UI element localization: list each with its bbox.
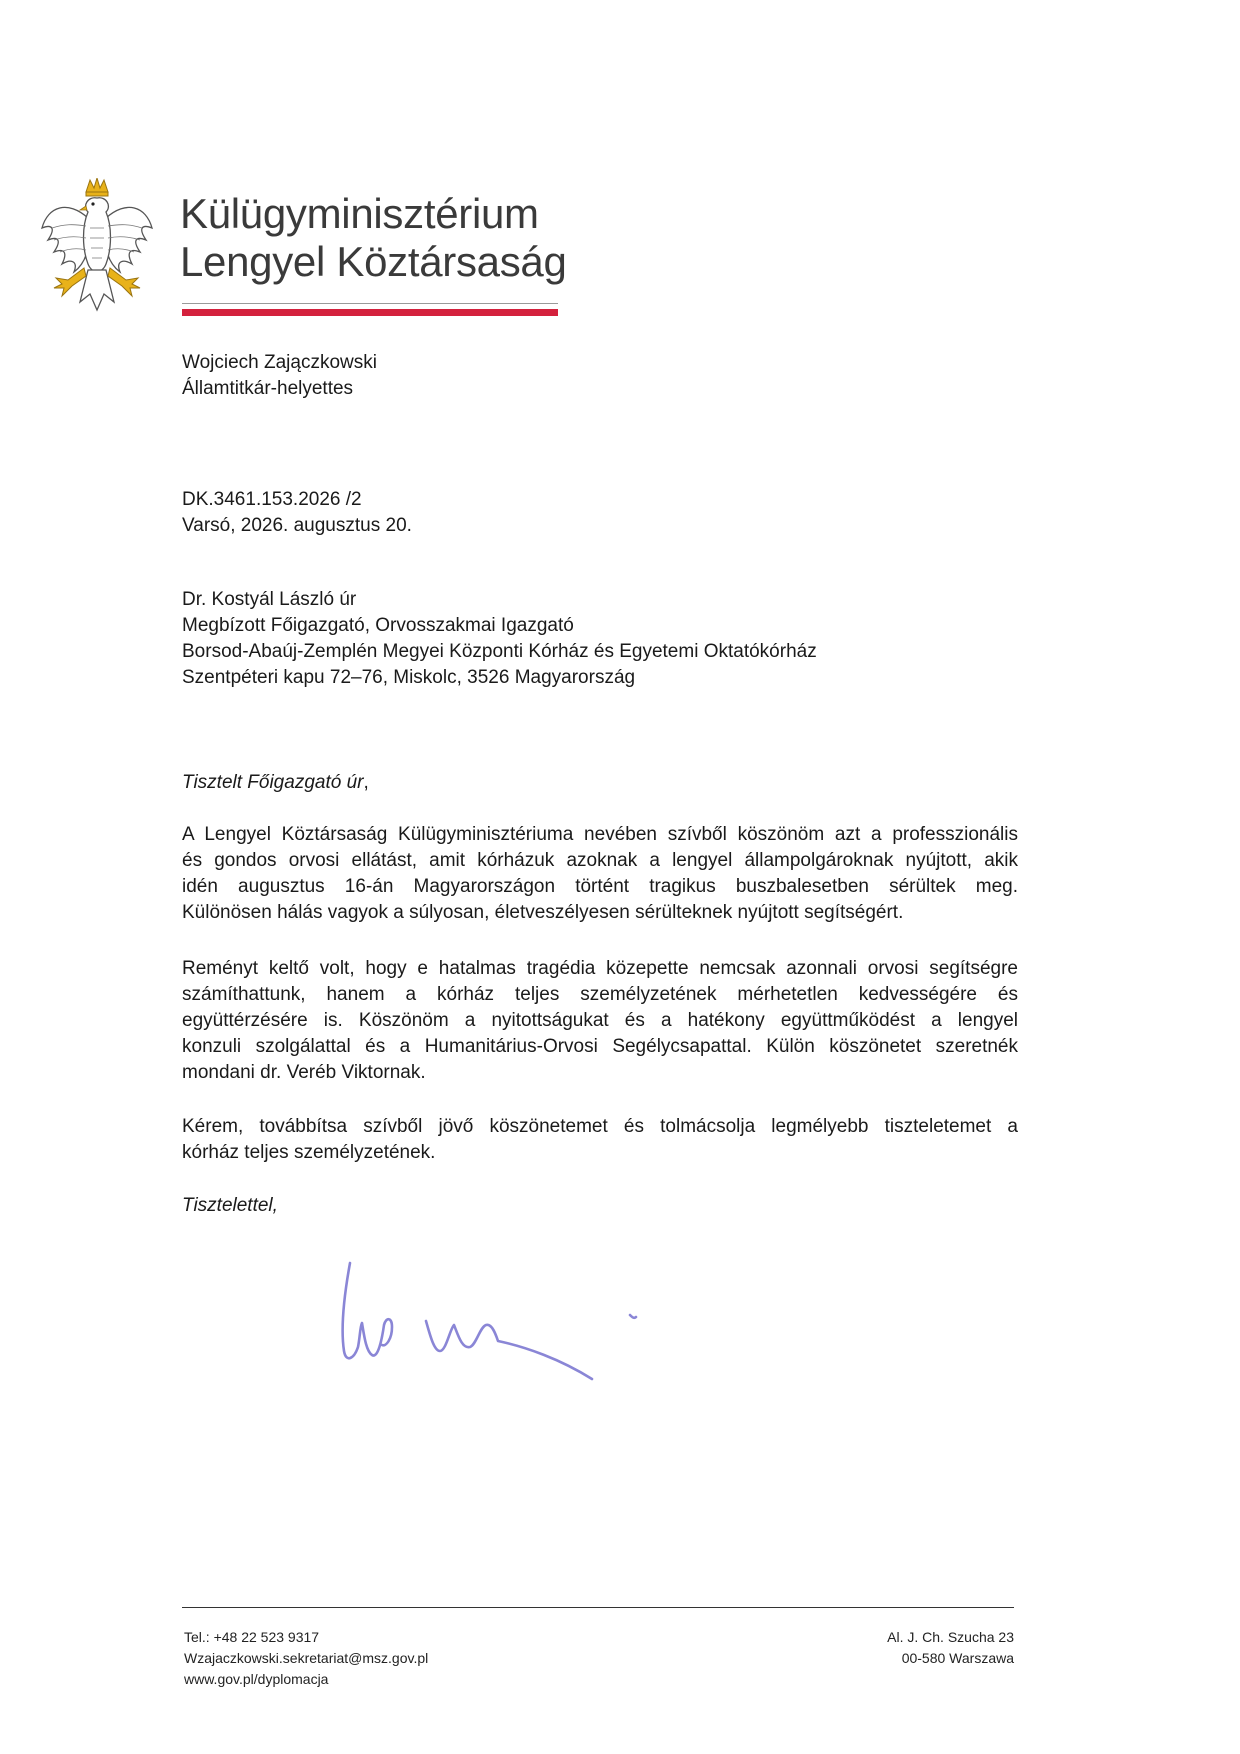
handwritten-signature: [330, 1255, 660, 1385]
salutation-comma: ,: [363, 772, 369, 793]
header-divider: [182, 303, 558, 304]
closing: Tisztelettel,: [182, 1195, 278, 1216]
footer-phone: Tel.: +48 22 523 9317: [184, 1629, 320, 1645]
sender-block: [182, 350, 1018, 402]
footer-address-city: 00-580 Warszawa: [901, 1650, 1014, 1666]
paragraph-line: idén augusztus 16-án Magyarországon történt tragikus buszbalesetben sérültek meg.: [182, 876, 1018, 897]
paragraph-line: és gondos orvosi ellátást, amit kórházuk azoknak a lengyel állampolgároknak nyújtott, akik: [182, 850, 1018, 871]
paragraph-line: A Lengyel Köztársaság Külügyminisztériuma nevében szívből köszönöm azt a professzionális: [182, 824, 1018, 845]
paragraph-line: mondani dr. Veréb Viktornak.: [182, 1062, 426, 1083]
reference-block: [182, 487, 1018, 539]
recipient-position: Megbízott Főigazgató, Orvosszakmai Igazgató: [182, 615, 574, 636]
ministry-name: [180, 190, 567, 286]
paragraph-line: együttérzésére is. Köszönöm a nyitottságukat és a hatékony együttműködést a lengyel: [182, 1010, 1018, 1031]
header-red-bar: [182, 309, 558, 316]
paragraph-3: [182, 1114, 1018, 1166]
footer-divider: [182, 1607, 1014, 1608]
paragraph-line: Kérem, továbbítsa szívből jövő köszönetemet és tolmácsolja legmélyebb tiszteletemet a: [182, 1116, 1018, 1137]
paragraph-line: kórház teljes személyzetének.: [182, 1142, 436, 1163]
footer-address-street: Al. J. Ch. Szucha 23: [887, 1629, 1014, 1645]
paragraph-1: [182, 822, 1018, 926]
ministry-name-line1: Külügyminisztérium: [180, 190, 539, 237]
paragraph-line: konzuli szolgálattal és a Humanitárius-Orvosi Segélycsapattal. Külön köszönetet szeretnék: [182, 1036, 1018, 1057]
footer-address: [887, 1627, 1014, 1669]
paragraph-line: Reményt keltő volt, hogy e hatalmas tragédia közepette nemcsak azonnali orvosi segítségre: [182, 958, 1018, 979]
reference-number: DK.3461.153.2026 /2: [182, 489, 362, 510]
salutation-text: Tisztelt Főigazgató úr: [182, 772, 364, 793]
footer-website[interactable]: www.gov.pl/dyplomacja: [184, 1671, 329, 1687]
paragraph-2: [182, 956, 1018, 1086]
sender-name: Wojciech Zajączkowski: [182, 352, 377, 373]
ministry-name-line2: Lengyel Köztársaság: [180, 238, 567, 285]
salutation: [182, 770, 1018, 796]
footer-contact: [184, 1627, 428, 1690]
recipient-name: Dr. Kostyál László úr: [182, 589, 357, 610]
paragraph-line: Különösen hálás vagyok a súlyosan, életveszélyesen sérülteknek nyújtott segítségért.: [182, 902, 904, 923]
sender-title: Államtitkár-helyettes: [182, 378, 354, 399]
recipient-block: [182, 587, 1018, 691]
place-date: Varsó, 2026. augusztus 20.: [182, 515, 412, 536]
polish-eagle-emblem-icon: [38, 178, 156, 318]
recipient-institution: Borsod-Abaúj-Zemplén Megyei Központi Kórház és Egyetemi Oktatókórház: [182, 641, 817, 662]
recipient-address: Szentpéteri kapu 72–76, Miskolc, 3526 Magyarország: [182, 667, 636, 688]
paragraph-line: számíthattunk, hanem a kórház teljes személyzetének mérhetetlen kedvességére és: [182, 984, 1018, 1005]
footer-email[interactable]: Wzajaczkowski.sekretariat@msz.gov.pl: [184, 1650, 429, 1666]
